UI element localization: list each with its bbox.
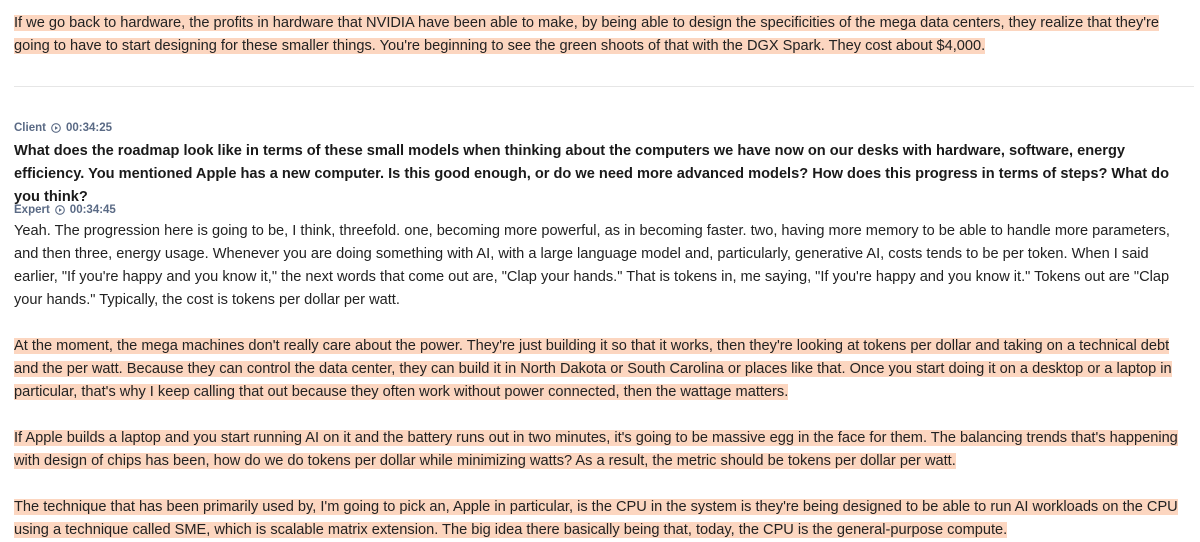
transcript-paragraph[interactable] bbox=[14, 496, 1189, 542]
transcript-segment-client bbox=[14, 121, 1189, 209]
speaker-header bbox=[14, 203, 1189, 217]
transcript-segment-intro bbox=[14, 12, 1189, 58]
play-circle-icon[interactable] bbox=[55, 205, 65, 215]
highlighted-text: The technique that has been primarily used by, I'm going to pick an, Apple in particular, is the CPU in the system is they're being designed to be able to run AI workloads on the CPU using a technique called SME, which is scalable matrix extension. The big idea there basically being that, today, the CPU is the general-purpose compute. bbox=[14, 499, 1178, 538]
transcript-paragraph[interactable] bbox=[14, 335, 1189, 404]
transcript-paragraph[interactable]: Yeah. The progression here is going to be, I think, threefold. one, becoming more powerful, as in becoming faster. two, having more memory to be able to handle more parameters, and then three, energy usage. Whenever you are doing something with AI, with a large language model and, particularly, generative AI, costs tends to be per token. When I said earlier, "If you're happy and you know it," the next words that come out are, "Clap your hands." That is tokens in, me saying, "If you're happy and you know it." Tokens out are "Clap your hands." Typically, the cost is tokens per dollar per watt. bbox=[14, 223, 1170, 308]
timestamp-link[interactable]: 00:34:45 bbox=[69, 204, 116, 216]
play-circle-icon[interactable] bbox=[51, 123, 61, 133]
speaker-label: Client bbox=[14, 122, 46, 134]
speaker-label: Expert bbox=[14, 204, 50, 216]
transcript-paragraph[interactable] bbox=[14, 427, 1189, 473]
client-question[interactable]: What does the roadmap look like in terms of these small models when thinking about the computers we have now on our desks with hardware, software, energy efficiency. You mentioned Apple has a new computer. Is this good enough, or do we need more advanced models? How does this progress in terms of steps? What do you think? bbox=[14, 143, 1169, 205]
transcript-paragraph[interactable] bbox=[14, 12, 1189, 58]
highlighted-text: At the moment, the mega machines don't really care about the power. They're just building it so that it works, then they're looking at tokens per dollar and taking on a technical debt and the per watt. Because they can control the data center, they can build it in North Dakota or South Carolina or places like that. Once you start doing it on a desktop or a laptop in particular, that's why I keep calling that out because they often work without power connected, then the wattage matters. bbox=[14, 338, 1172, 400]
highlighted-text: If we go back to hardware, the profits in hardware that NVIDIA have been able to make, by being able to design the specificities of the mega data centers, they realize that they're going to have to start designing for these smaller things. You're beginning to see the green shoots of that with the DGX Spark. They cost about $4,000. bbox=[14, 15, 1160, 54]
speaker-header bbox=[14, 121, 1189, 135]
timestamp-link[interactable]: 00:34:25 bbox=[65, 122, 112, 134]
transcript-segment-expert bbox=[14, 203, 1189, 542]
section-divider bbox=[14, 86, 1194, 87]
highlighted-text: If Apple builds a laptop and you start running AI on it and the battery runs out in two minutes, it's going to be massive egg in the face for them. The balancing trends that's happening with design of chips has been, how do we do tokens per dollar while minimizing watts? As a result, the metric should be tokens per dollar per watt. bbox=[14, 430, 1178, 469]
